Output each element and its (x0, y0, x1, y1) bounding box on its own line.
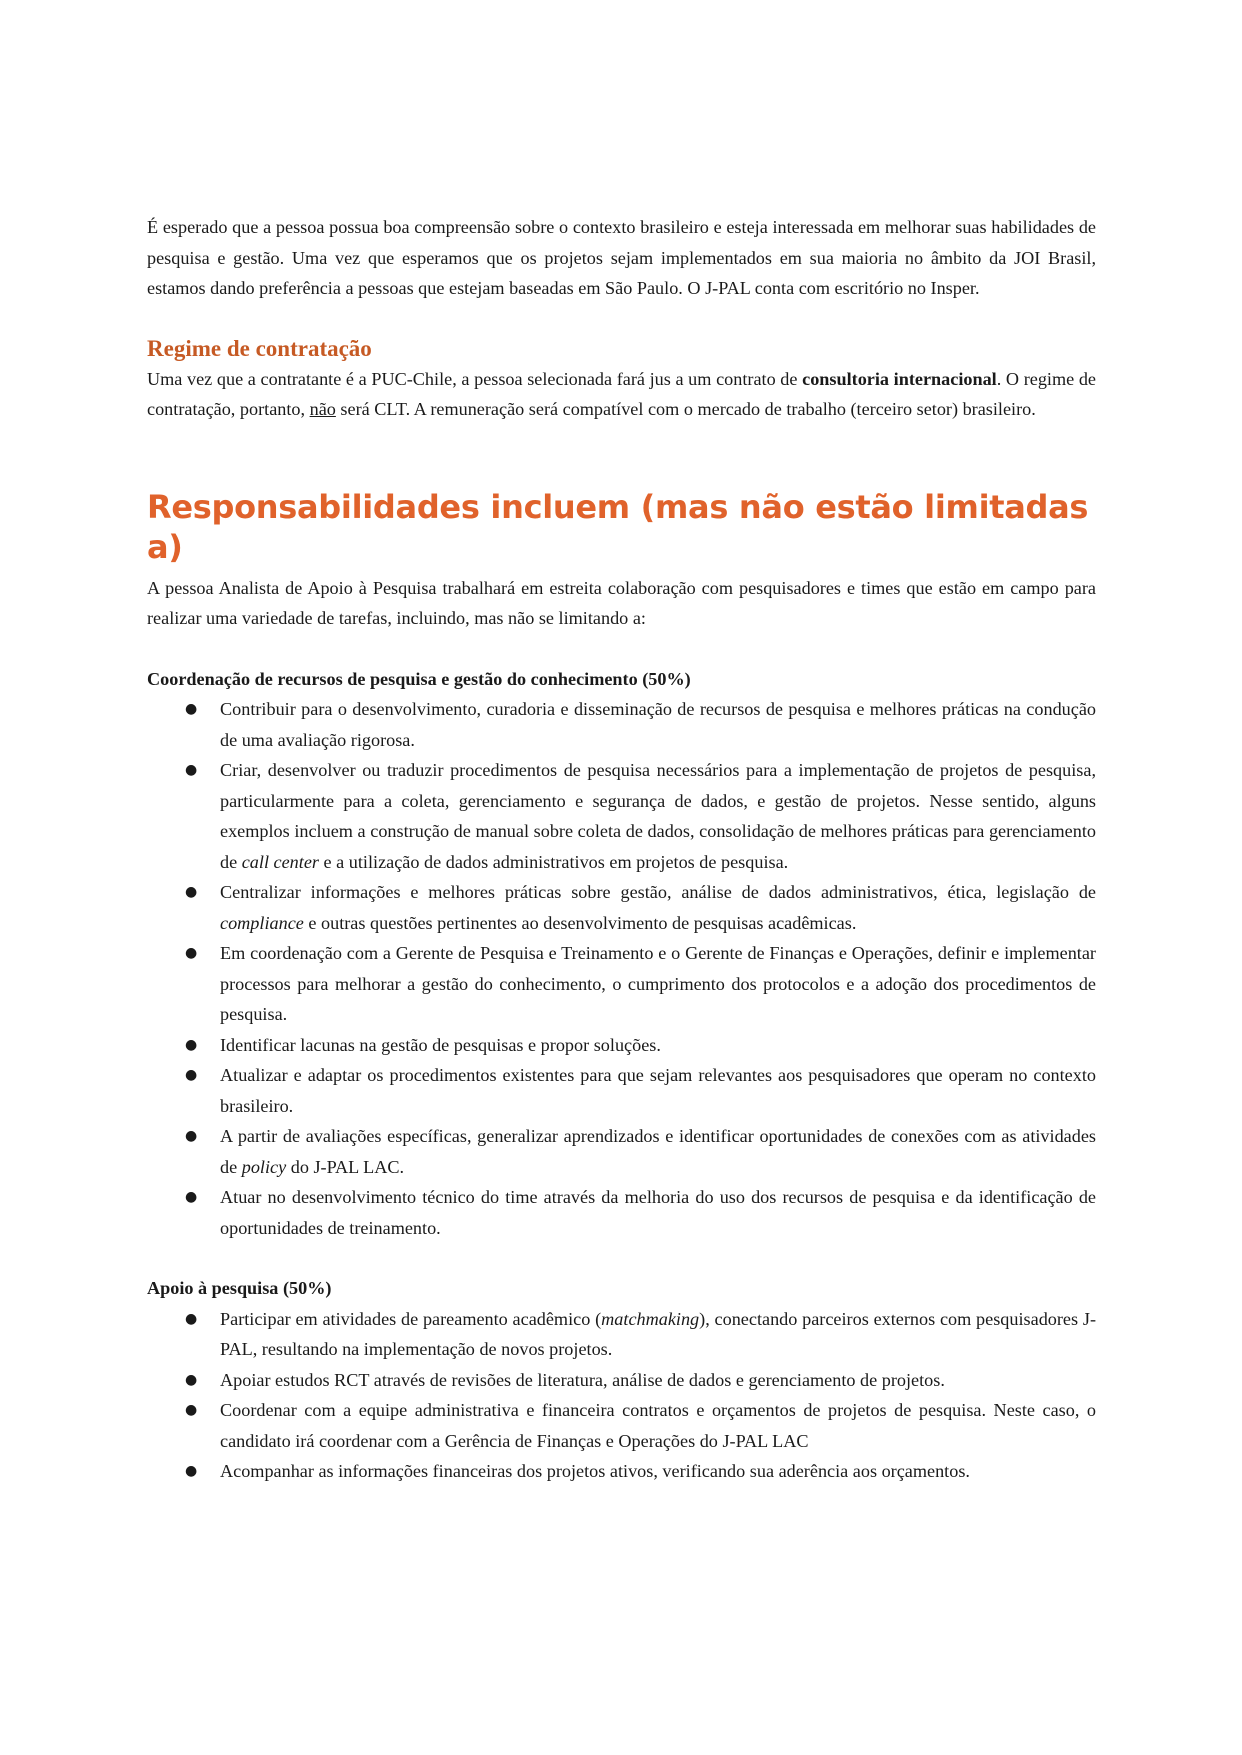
bullet-icon: ● (185, 762, 198, 778)
bullet-icon: ● (185, 701, 198, 717)
list-item-text: Atualizar e adaptar os procedimentos existentes para que sejam relevantes aos pesquisadores que operam no contexto brasileiro. (220, 1065, 1096, 1116)
document-page (147, 212, 1096, 1487)
list-item (147, 1304, 1096, 1365)
list-item (147, 877, 1096, 938)
bullet-icon: ● (185, 1310, 198, 1327)
bullet-icon: ● (185, 1036, 198, 1053)
list-item (147, 755, 1096, 877)
regime-heading: Regime de contratação (147, 335, 372, 361)
list-item-text: call center (241, 851, 319, 872)
list-item (147, 694, 1096, 755)
bullet-icon: ● (185, 884, 198, 900)
list-item (147, 938, 1096, 1030)
list-item (147, 1182, 1096, 1243)
list-item-text: ), conectando parceiros externos com pesquisadores J-PAL, resultando na implementação de novos projetos. (220, 1308, 1096, 1359)
list-item-text: do J-PAL LAC. (286, 1156, 405, 1177)
list-item-text: Coordenar com a equipe administrativa e financeira contratos e orçamentos de projetos de pesquisa. Neste caso, o candidato irá coordenar com a Gerência de Finanças e Operações do J-PAL LAC (220, 1400, 1096, 1451)
coordination-heading: Coordenação de recursos de pesquisa e gestão do conhecimento (50%) (147, 668, 691, 689)
list-item-text: Criar, desenvolver ou traduzir procedimentos de pesquisa necessários para a implementação de projetos de pesquisa, particularmente para a coleta, gerenciamento e segurança de dados, e gestão de projetos. Nesse sentido, alguns exemplos incluem a construção de manual sobre coleta de dados, consolidação de melhores práticas para gerenciamento de (220, 760, 1096, 872)
list-item (147, 1060, 1096, 1121)
bullet-icon: ● (185, 1128, 198, 1144)
list-item-text: Contribuir para o desenvolvimento, curadoria e disseminação de recursos de pesquisa e melhores práticas na condução de uma avaliação rigorosa. (220, 699, 1096, 750)
regime-paragraph (147, 364, 1096, 425)
responsibilities-intro: A pessoa Analista de Apoio à Pesquisa trabalhará em estreita colaboração com pesquisadores e times que estão em campo para realizar uma variedade de tarefas, incluindo, mas não se limitando a: (147, 577, 1096, 628)
list-item-text: Centralizar informações e melhores práticas sobre gestão, análise de dados administrativos, ética, legislação de (220, 882, 1096, 902)
list-item-text: matchmaking (601, 1308, 700, 1329)
list-item-text: Atuar no desenvolvimento técnico do time através da melhoria do uso dos recursos de pesquisa e da identificação de oportunidades de treinamento. (220, 1187, 1096, 1238)
bullet-icon: ● (185, 945, 198, 961)
regime-bold: consultoria internacional (802, 368, 997, 389)
list-item (147, 1030, 1096, 1061)
bullet-icon: ● (185, 1463, 198, 1479)
responsibilities-heading: Responsabilidades incluem (mas não estão limitadas a) (147, 487, 1089, 566)
list-item (147, 1121, 1096, 1182)
support-heading: Apoio à pesquisa (50%) (147, 1278, 332, 1298)
list-item-text: policy (241, 1156, 287, 1177)
regime-text-2: . O regime de contratação, portanto, (147, 368, 1097, 419)
bullet-icon: ● (185, 1371, 198, 1388)
intro-paragraph: É esperado que a pessoa possua boa compreensão sobre o contexto brasileiro e esteja interessada em melhorar suas habilidades de pesquisa e gestão. Uma vez que esperamos que os projetos sejam implementados em sua maioria no âmbito da JOI Brasil, estamos dando preferência a pessoas que estejam baseadas em São Paulo. O J-PAL conta com escritório no Insper. (147, 217, 1096, 298)
list-item-text: e outras questões pertinentes ao desenvolvimento de pesquisas acadêmicas. (303, 912, 857, 933)
bullet-icon: ● (185, 1189, 198, 1205)
list-item-text: Em coordenação com a Gerente de Pesquisa e Treinamento e o Gerente de Finanças e Operações, definir e implementar processos para melhorar a gestão do conhecimento, o cumprimento dos protocolos e a adoção dos procedimentos de pesquisa. (220, 943, 1096, 1024)
list-item-text: compliance (220, 912, 304, 933)
bullet-icon: ● (185, 1402, 198, 1418)
list-item-text: Apoiar estudos RCT através de revisões de literatura, análise de dados e gerenciamento de projetos. (220, 1369, 945, 1390)
list-item-text: Identificar lacunas na gestão de pesquisas e propor soluções. (220, 1034, 661, 1055)
list-item-text: Acompanhar as informações financeiras dos projetos ativos, verificando sua aderência aos orçamentos. (220, 1461, 970, 1481)
list-item-text: A partir de avaliações específicas, generalizar aprendizados e identificar oportunidades de conexões com as atividades de (220, 1126, 1096, 1177)
coordination-list (147, 694, 1096, 1243)
regime-text-3: será CLT. A remuneração será compatível com o mercado de trabalho (terceiro setor) brasileiro. (335, 399, 1036, 419)
bullet-icon: ● (185, 1067, 198, 1083)
regime-underline: não (309, 399, 336, 419)
list-item-text: Participar em atividades de pareamento acadêmico ( (220, 1308, 602, 1329)
list-item (147, 1456, 1096, 1487)
list-item (147, 1395, 1096, 1456)
regime-text-1: Uma vez que a contratante é a PUC-Chile, a pessoa selecionada fará jus a um contrato de (147, 368, 803, 389)
support-list (147, 1304, 1096, 1487)
list-item-text: e a utilização de dados administrativos em projetos de pesquisa. (318, 851, 789, 872)
list-item (147, 1365, 1096, 1396)
